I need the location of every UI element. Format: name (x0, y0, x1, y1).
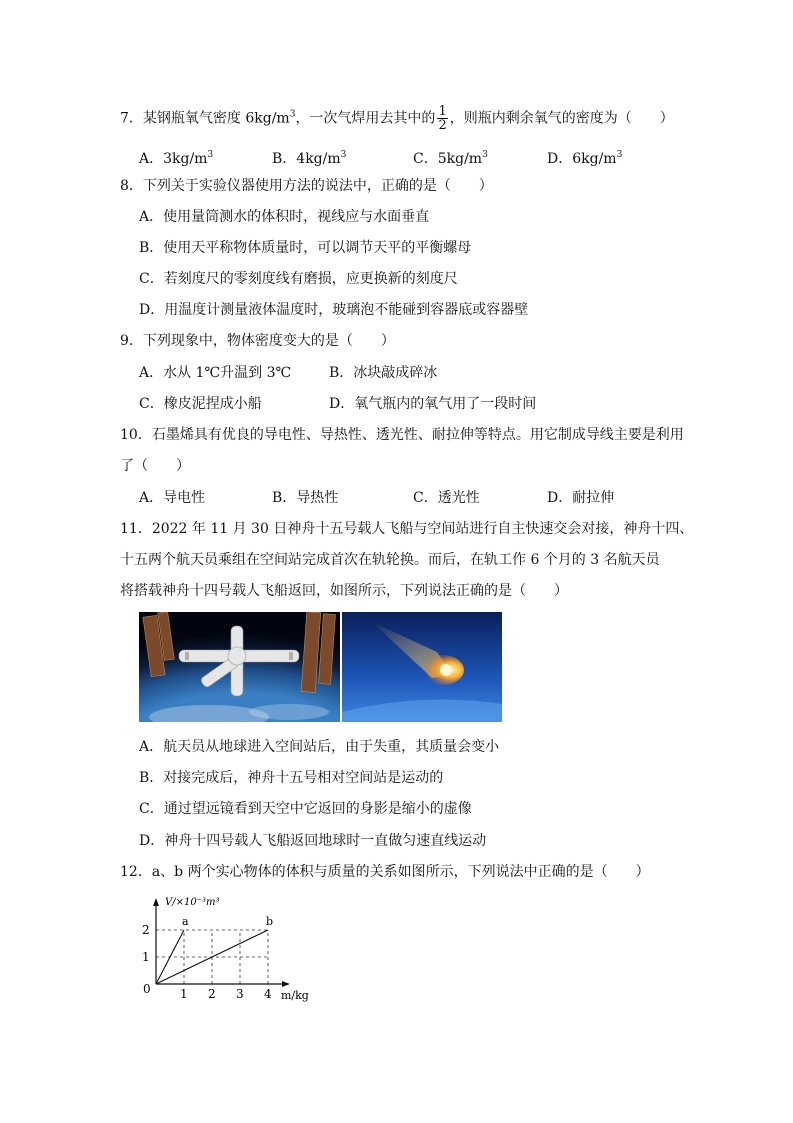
volume-mass-chart (125, 893, 325, 1013)
y-axis-arrow (153, 898, 159, 906)
q8-stem: 8．下列关于实验仪器使用方法的说法中，正确的是（ ） (120, 178, 493, 194)
chart-series (156, 915, 273, 984)
series-label-b: b (266, 915, 274, 928)
fraction-one-half: $\frac{1}{2}$ (438, 104, 447, 133)
chart-axes (142, 898, 290, 1001)
x-axis-arrow (282, 981, 290, 987)
space-station-illustration (139, 612, 340, 722)
q11-stem-line2: 十五两个航天员乘组在空间站完成首次在轨轮换。而后，在轨工作 6 个月的 3 名航天员 (120, 552, 660, 568)
series-line-a (156, 930, 184, 984)
q11-option-b[interactable]: B．对接完成后，神舟十五号相对空间站是运动的 (139, 770, 444, 786)
q10-stem-line2: 了（ ） (120, 458, 190, 474)
q8-option-d[interactable]: D．用温度计测量液体温度时，玻璃泡不能碰到容器底或容器壁 (139, 302, 529, 318)
y-tick-label: 2 (142, 923, 150, 937)
y-axis-label: V/×10⁻³m³ (165, 897, 220, 908)
q7-option-b[interactable]: B．$4kg/m^3$ (272, 150, 347, 167)
q9-stem: 9．下列现象中，物体密度变大的是（ ） (120, 333, 395, 349)
q7-option-a[interactable]: A．$3kg/m^3$ (139, 150, 214, 167)
q12-stem: 12．a、b 两个实心物体的体积与质量的关系如图所示，下列说法中正确的是（ ） (120, 864, 650, 880)
reentry-illustration (342, 612, 502, 722)
q9-option-a[interactable]: A．水从 1℃升温到 3℃ (139, 365, 292, 381)
q10-option-c[interactable]: C．透光性 (413, 490, 480, 506)
q9-option-c[interactable]: C．橡皮泥捏成小船 (139, 396, 262, 412)
q11-option-a[interactable]: A．航天员从地球进入空间站后，由于失重，其质量会变小 (139, 739, 500, 755)
reentry-capsule-photo (342, 612, 502, 722)
q8-option-b[interactable]: B．使用天平称物体质量时，可以调节天平的平衡螺母 (139, 240, 472, 256)
q8-option-a[interactable]: A．使用量筒测水的体积时，视线应与水面垂直 (139, 209, 430, 225)
q10-option-b[interactable]: B．导热性 (272, 490, 339, 506)
x-tick-label: 1 (180, 987, 188, 1001)
origin-label: 0 (143, 982, 151, 996)
q10-option-a[interactable]: A．导电性 (139, 490, 206, 506)
q8-option-c[interactable]: C．若刻度尺的零刻度线有磨损，应更换新的刻度尺 (139, 271, 458, 287)
x-tick-label: 2 (208, 987, 216, 1001)
q11-stem-line1: 11．2022 年 11 月 30 日神舟十五号载人飞船与空间站进行自主快速交会对接，神舟十四、 (120, 521, 694, 537)
q7-option-c[interactable]: C．$5kg/m^3$ (413, 150, 488, 167)
q11-option-c[interactable]: C．通过望远镜看到天空中它返回的身影是缩小的虚像 (139, 801, 472, 817)
series-label-a: a (182, 915, 189, 928)
q11-stem-line3: 将搭载神舟十四号载人飞船返回，如图所示，下列说法正确的是（ ） (120, 583, 568, 599)
q7-option-d[interactable]: D．$6kg/m^3$ (547, 150, 623, 167)
q9-option-d[interactable]: D．氧气瓶内的氧气用了一段时间 (329, 396, 537, 412)
space-station-photo (139, 612, 340, 722)
q10-stem-line1: 10．石墨烯具有优良的导电性、导热性、透光性、耐拉伸等特点。用它制成导线主要是利用 (120, 427, 684, 443)
q10-option-d[interactable]: D．耐拉伸 (547, 490, 615, 506)
x-axis-label: m/kg (281, 989, 309, 1002)
x-tick-label: 3 (236, 987, 244, 1001)
q11-option-d[interactable]: D．神舟十四号载人飞船返回地球时一直做匀速直线运动 (139, 833, 487, 849)
x-tick-label: 4 (264, 987, 272, 1001)
q9-option-b[interactable]: B．冰块敲成碎冰 (329, 365, 438, 381)
q7-stem: 7．某钢瓶氧气密度 $6kg/m^3$，一次气焊用去其中的 $\frac{1}{2}$ ，则瓶内剩余氧气的密度为（ ） (120, 104, 674, 133)
y-tick-label: 1 (142, 950, 150, 964)
